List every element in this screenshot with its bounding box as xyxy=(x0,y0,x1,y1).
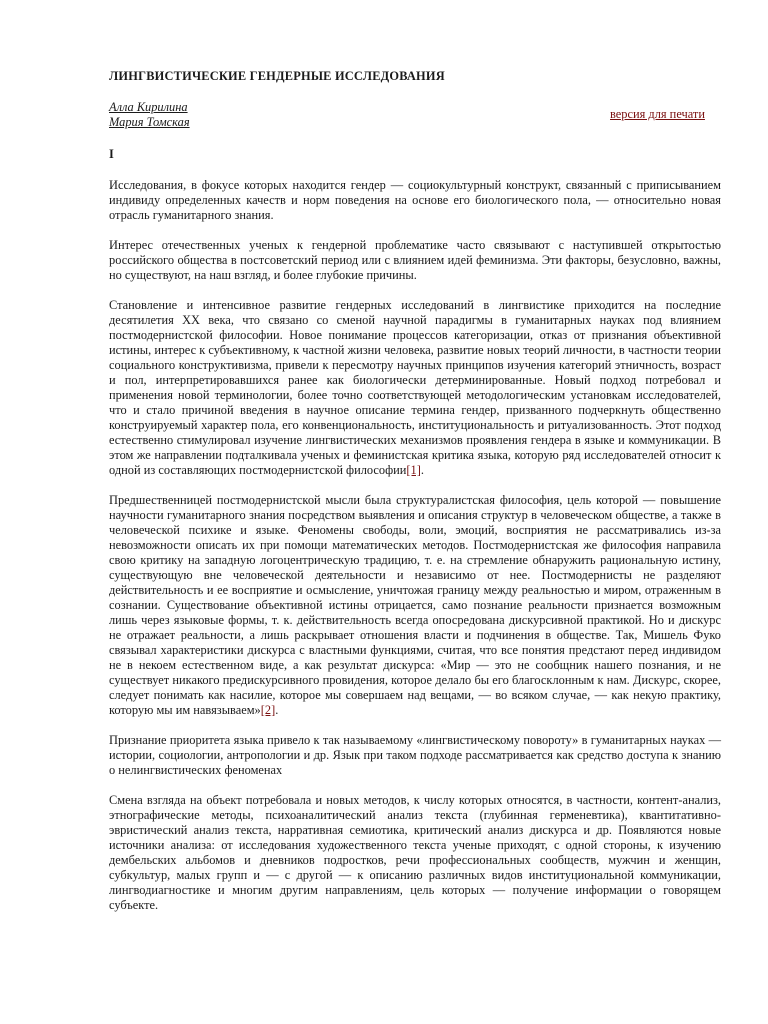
footnote-link-2[interactable]: [2] xyxy=(260,703,276,717)
paragraph-2 xyxy=(109,238,721,283)
paragraph-2-text: Интерес отечественных ученых к гендерной проблематике часто связывают с наступившей открытостью российского общества в постсоветский период или с влиянием идей феминизма. Эти факторы, безусловно, важны, но существуют, на наш взгляд, и более глубокие причины. xyxy=(109,238,721,282)
paragraph-1-text: Исследования, в фокусе которых находится гендер — социокультурный конструкт, связанный с приписыванием индивиду определенных качеств и норм поведения на основе его биологического пола, — относительно новая отрасль гуманитарного знания. xyxy=(109,178,721,222)
paragraph-1 xyxy=(109,178,721,223)
footnote-link-1[interactable]: [1] xyxy=(406,463,421,477)
author-link-kirilina[interactable]: Алла Кирилина xyxy=(109,100,188,114)
print-version-link[interactable]: версия для печати xyxy=(610,107,705,121)
paragraph-4-tail: . xyxy=(275,703,279,717)
page-title: ЛИНГВИСТИЧЕСКИЕ ГЕНДЕРНЫЕ ИССЛЕДОВАНИЯ xyxy=(109,69,445,83)
paragraph-5 xyxy=(109,733,721,778)
section-heading: I xyxy=(109,147,114,161)
article-body xyxy=(109,178,721,928)
author-link-tomskaya[interactable]: Мария Томская xyxy=(109,115,190,129)
paragraph-3-tail: . xyxy=(420,463,424,477)
paragraph-3 xyxy=(109,298,721,478)
author-list xyxy=(109,100,190,130)
paragraph-5-text: Признание приоритета языка привело к так называемому «лингвистическому повороту» в гуманитарных науках — истории, социологии, антропологии и др. Язык при таком подходе рассматривается как средство доступа к знанию о нелингвистических феноменах xyxy=(109,733,721,777)
paragraph-4-text: Предшественницей постмодернистской мысли была структуралистская философия, цель которой — повышение научности гуманитарного знания посредством выявления и описания структур в человеческом обществе, а также в человеческой психике и языке. Феномены свободы, воли, эмоций, восприятия не рассматривались из-за невозможности описать их при помощи математических методов. Постмодернистская же философия направила свою критику на западную логоцентрическую традицию, т. е. на стремление обнаружить рациональную истину, существующую вне человеческой деятельности и независимо от нее. Постмодернисты не разделяют действительность и ее восприятие и осмысление, уничтожая границу между реальностью и миром, отраженным в сознании. Существование объективной истины отрицается, само познание реальности признается возможным лишь через языковые формы, т. к. действительность всегда опосредована дискурсивной практикой. Но и дискурс не отражает реальности, а лишь раскрывает отношения власти и подчинения в обществе. Так, Мишель Фуко связывал характеристики дискурса с властными функциями, считая, что все понятия предстают перед индивидом не в некоем естественном виде, а как результат дискурса: «Мир — это не сообщник нашего познания, и не существует никакого предискурсивного провидения, которое делало бы его благосклонным к нам. Дискурс, скорее, следует понимать как насилие, которое мы совершаем над вещами, — во всяком случае, — как некую практику, которую мы им навязываем» xyxy=(109,493,721,717)
paragraph-4 xyxy=(109,493,721,718)
paragraph-6-text: Смена взгляда на объект потребовала и новых методов, к числу которых относятся, в частности, контент-анализ, этнографические методы, психоаналитический анализ текста (глубинная герменевтика), квантитативно-эвристический анализ текста, нарративная семиотика, критический анализ дискурса и др. Появляются новые источники анализа: от исследования художественного текста ученые приходят, с одной стороны, к изучению дембельских альбомов и дневников подростков, речи профессиональных сообществ, мужчин и женщин, субкультур, малых групп и — с другой — к описанию различных видов институциональной коммуникации, лингводиагностике и многим другим направлениям, цель которых — получение информации о говорящем субъекте. xyxy=(109,793,721,912)
paragraph-3-text: Становление и интенсивное развитие гендерных исследований в лингвистике приходится на последние десятилетия XX века, что связано со сменой научной парадигмы в гуманитарных науках под влиянием постмодернистской философии. Новое понимание процессов категоризации, отказ от признания объективной истины, интерес к субъективному, к частной жизни человека, развитие новых теорий личности, в частности теории социального конструктивизма, привели к пересмотру научных принципов изучения категорий этничность, возраст и пол, интерпретировавшихся ранее как биологически детерминированные. Новый подход потребовал и применения новой терминологии, более точно соответствующей методологическим установкам исследователей, что и стало причиной введения в научное описание термина гендер, призванного подчеркнуть общественно конструируемый характер пола, его конвенциональность, институциональность и ритуализованность. Этот подход естественно стимулировал изучение лингвистических механизмов проявления гендера в языке и коммуникации. В этом же направлении подталкивала ученых и феминистская критика языка, которую ряд исследователей относит к одной из составляющих постмодернистской философии xyxy=(109,298,721,477)
paragraph-6 xyxy=(109,793,721,913)
